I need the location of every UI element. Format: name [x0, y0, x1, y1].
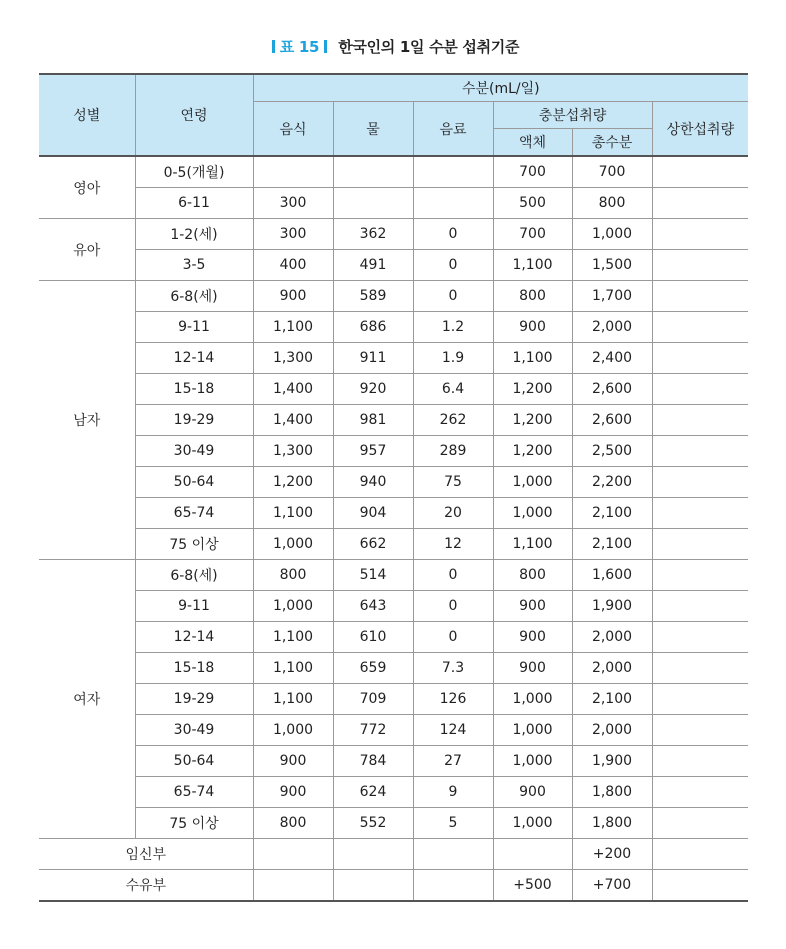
beverage-cell: 12: [413, 529, 493, 560]
age-cell: 19-29: [135, 405, 253, 436]
liquid-cell: 1,000: [493, 746, 572, 777]
water-cell: 957: [333, 436, 413, 467]
total-water-cell: 2,400: [572, 343, 652, 374]
special-group-cell: 임신부: [39, 839, 253, 870]
total-water-cell: 2,100: [572, 529, 652, 560]
header-adequate-intake: 충분섭취량: [493, 102, 652, 129]
age-cell: 3-5: [135, 250, 253, 281]
beverage-cell: 126: [413, 684, 493, 715]
total-water-cell: 1,800: [572, 808, 652, 839]
total-water-cell: 2,100: [572, 684, 652, 715]
food-cell: 1,100: [253, 684, 333, 715]
age-cell: 50-64: [135, 746, 253, 777]
sex-group-cell: 영아: [39, 156, 135, 219]
age-cell: 65-74: [135, 777, 253, 808]
upper-limit-cell: [652, 839, 748, 870]
sex-group-cell: 남자: [39, 281, 135, 560]
table-row: [39, 312, 748, 343]
table-row: [39, 560, 748, 591]
beverage-cell: 0: [413, 622, 493, 653]
table-number: 표 15: [279, 38, 320, 56]
beverage-cell: 0: [413, 560, 493, 591]
liquid-cell: [493, 839, 572, 870]
age-cell: 30-49: [135, 715, 253, 746]
header-upper-limit: 상한섭취량: [652, 102, 748, 157]
table-row: [39, 715, 748, 746]
beverage-cell: [413, 839, 493, 870]
upper-limit-cell: [652, 156, 748, 188]
table-row: [39, 684, 748, 715]
water-cell: 981: [333, 405, 413, 436]
total-water-cell: 2,500: [572, 436, 652, 467]
age-cell: 6-8(세): [135, 560, 253, 591]
liquid-cell: 900: [493, 777, 572, 808]
table-header: [39, 74, 748, 156]
beverage-cell: 75: [413, 467, 493, 498]
table-row: [39, 529, 748, 560]
upper-limit-cell: [652, 715, 748, 746]
liquid-cell: 1,200: [493, 405, 572, 436]
beverage-cell: 0: [413, 250, 493, 281]
water-cell: 514: [333, 560, 413, 591]
beverage-cell: 1.9: [413, 343, 493, 374]
age-cell: 0-5(개월): [135, 156, 253, 188]
beverage-cell: 27: [413, 746, 493, 777]
water-cell: 662: [333, 529, 413, 560]
total-water-cell: 2,200: [572, 467, 652, 498]
header-food: 음식: [253, 102, 333, 157]
upper-limit-cell: [652, 250, 748, 281]
total-water-cell: 2,000: [572, 653, 652, 684]
header-total-water: 총수분: [572, 129, 652, 157]
table-row: [39, 839, 748, 870]
beverage-cell: 262: [413, 405, 493, 436]
liquid-cell: 900: [493, 312, 572, 343]
upper-limit-cell: [652, 653, 748, 684]
beverage-cell: 9: [413, 777, 493, 808]
liquid-cell: 1,000: [493, 808, 572, 839]
water-cell: [333, 156, 413, 188]
table-row: [39, 436, 748, 467]
header-beverage: 음료: [413, 102, 493, 157]
age-cell: 30-49: [135, 436, 253, 467]
upper-limit-cell: [652, 343, 748, 374]
total-water-cell: 1,900: [572, 591, 652, 622]
upper-limit-cell: [652, 312, 748, 343]
water-cell: 940: [333, 467, 413, 498]
table-row: [39, 746, 748, 777]
age-cell: 50-64: [135, 467, 253, 498]
upper-limit-cell: [652, 591, 748, 622]
food-cell: 1,300: [253, 343, 333, 374]
age-cell: 12-14: [135, 343, 253, 374]
liquid-cell: 900: [493, 653, 572, 684]
beverage-cell: [413, 870, 493, 902]
age-cell: 75 이상: [135, 808, 253, 839]
table-row: [39, 808, 748, 839]
table-title: [0, 36, 786, 57]
liquid-cell: 900: [493, 622, 572, 653]
table-row: [39, 467, 748, 498]
header-liquid: 액체: [493, 129, 572, 157]
total-water-cell: 2,600: [572, 405, 652, 436]
table-row: [39, 777, 748, 808]
age-cell: 9-11: [135, 312, 253, 343]
liquid-cell: 700: [493, 156, 572, 188]
water-cell: [333, 870, 413, 902]
table-row: [39, 374, 748, 405]
total-water-cell: 800: [572, 188, 652, 219]
total-water-cell: 1,600: [572, 560, 652, 591]
upper-limit-cell: [652, 436, 748, 467]
total-water-cell: 2,000: [572, 312, 652, 343]
liquid-cell: 800: [493, 560, 572, 591]
age-cell: 15-18: [135, 653, 253, 684]
total-water-cell: 700: [572, 156, 652, 188]
water-cell: 659: [333, 653, 413, 684]
total-water-cell: 1,800: [572, 777, 652, 808]
age-cell: 75 이상: [135, 529, 253, 560]
water-cell: 362: [333, 219, 413, 250]
total-water-cell: +700: [572, 870, 652, 902]
food-cell: 300: [253, 188, 333, 219]
water-cell: 904: [333, 498, 413, 529]
water-cell: 784: [333, 746, 413, 777]
liquid-cell: 1,100: [493, 529, 572, 560]
water-cell: 686: [333, 312, 413, 343]
header-water-group: 수분(mL/일): [253, 74, 748, 102]
total-water-cell: 2,100: [572, 498, 652, 529]
water-cell: [333, 839, 413, 870]
beverage-cell: 7.3: [413, 653, 493, 684]
food-cell: 1,000: [253, 529, 333, 560]
table-row: [39, 156, 748, 188]
liquid-cell: 1,000: [493, 498, 572, 529]
total-water-cell: +200: [572, 839, 652, 870]
table-row: [39, 622, 748, 653]
upper-limit-cell: [652, 498, 748, 529]
food-cell: [253, 870, 333, 902]
beverage-cell: 5: [413, 808, 493, 839]
water-cell: 552: [333, 808, 413, 839]
table-row: [39, 281, 748, 312]
water-cell: 624: [333, 777, 413, 808]
total-water-cell: 1,700: [572, 281, 652, 312]
table-row: [39, 870, 748, 902]
liquid-cell: 1,200: [493, 374, 572, 405]
title-left-bar: [272, 40, 275, 53]
liquid-cell: 1,200: [493, 436, 572, 467]
beverage-cell: [413, 156, 493, 188]
beverage-cell: 0: [413, 591, 493, 622]
food-cell: 1,200: [253, 467, 333, 498]
age-cell: 65-74: [135, 498, 253, 529]
upper-limit-cell: [652, 405, 748, 436]
beverage-cell: 124: [413, 715, 493, 746]
sex-group-cell: 여자: [39, 560, 135, 839]
liquid-cell: 1,100: [493, 250, 572, 281]
water-intake-table: [39, 73, 748, 902]
water-cell: 491: [333, 250, 413, 281]
table-row: [39, 343, 748, 374]
food-cell: 1,000: [253, 715, 333, 746]
liquid-cell: 500: [493, 188, 572, 219]
liquid-cell: +500: [493, 870, 572, 902]
age-cell: 12-14: [135, 622, 253, 653]
table-row: [39, 219, 748, 250]
water-cell: 643: [333, 591, 413, 622]
total-water-cell: 1,000: [572, 219, 652, 250]
food-cell: 1,100: [253, 622, 333, 653]
water-cell: 589: [333, 281, 413, 312]
beverage-cell: 0: [413, 281, 493, 312]
liquid-cell: 800: [493, 281, 572, 312]
beverage-cell: 289: [413, 436, 493, 467]
age-cell: 1-2(세): [135, 219, 253, 250]
water-cell: 709: [333, 684, 413, 715]
food-cell: 1,100: [253, 653, 333, 684]
upper-limit-cell: [652, 374, 748, 405]
upper-limit-cell: [652, 219, 748, 250]
age-cell: 9-11: [135, 591, 253, 622]
water-cell: 772: [333, 715, 413, 746]
food-cell: [253, 839, 333, 870]
food-cell: 400: [253, 250, 333, 281]
table-row: [39, 591, 748, 622]
beverage-cell: 0: [413, 219, 493, 250]
upper-limit-cell: [652, 684, 748, 715]
food-cell: 1,000: [253, 591, 333, 622]
food-cell: [253, 156, 333, 188]
upper-limit-cell: [652, 746, 748, 777]
title-right-bar: [324, 40, 327, 53]
sex-group-cell: 유아: [39, 219, 135, 281]
food-cell: 300: [253, 219, 333, 250]
upper-limit-cell: [652, 529, 748, 560]
food-cell: 1,400: [253, 405, 333, 436]
food-cell: 800: [253, 808, 333, 839]
upper-limit-cell: [652, 870, 748, 902]
table-row: [39, 498, 748, 529]
upper-limit-cell: [652, 560, 748, 591]
header-sex: 성별: [39, 74, 135, 156]
age-cell: 6-8(세): [135, 281, 253, 312]
table-caption: 한국인의 1일 수분 섭취기준: [338, 38, 520, 56]
liquid-cell: 1,100: [493, 343, 572, 374]
water-cell: 610: [333, 622, 413, 653]
liquid-cell: 900: [493, 591, 572, 622]
total-water-cell: 2,000: [572, 715, 652, 746]
table-row: [39, 653, 748, 684]
upper-limit-cell: [652, 622, 748, 653]
food-cell: 900: [253, 746, 333, 777]
liquid-cell: 1,000: [493, 684, 572, 715]
table-body: [39, 156, 748, 901]
table-row: [39, 250, 748, 281]
food-cell: 1,100: [253, 312, 333, 343]
upper-limit-cell: [652, 188, 748, 219]
food-cell: 800: [253, 560, 333, 591]
liquid-cell: 700: [493, 219, 572, 250]
water-cell: 911: [333, 343, 413, 374]
total-water-cell: 1,500: [572, 250, 652, 281]
beverage-cell: [413, 188, 493, 219]
age-cell: 19-29: [135, 684, 253, 715]
upper-limit-cell: [652, 777, 748, 808]
age-cell: 6-11: [135, 188, 253, 219]
upper-limit-cell: [652, 467, 748, 498]
liquid-cell: 1,000: [493, 467, 572, 498]
total-water-cell: 2,600: [572, 374, 652, 405]
beverage-cell: 20: [413, 498, 493, 529]
upper-limit-cell: [652, 281, 748, 312]
liquid-cell: 1,000: [493, 715, 572, 746]
beverage-cell: 6.4: [413, 374, 493, 405]
beverage-cell: 1.2: [413, 312, 493, 343]
food-cell: 1,300: [253, 436, 333, 467]
header-age: 연령: [135, 74, 253, 156]
water-cell: [333, 188, 413, 219]
food-cell: 900: [253, 777, 333, 808]
total-water-cell: 2,000: [572, 622, 652, 653]
food-cell: 1,100: [253, 498, 333, 529]
food-cell: 900: [253, 281, 333, 312]
total-water-cell: 1,900: [572, 746, 652, 777]
table-row: [39, 405, 748, 436]
food-cell: 1,400: [253, 374, 333, 405]
table-row: [39, 188, 748, 219]
special-group-cell: 수유부: [39, 870, 253, 902]
upper-limit-cell: [652, 808, 748, 839]
age-cell: 15-18: [135, 374, 253, 405]
header-water: 물: [333, 102, 413, 157]
water-cell: 920: [333, 374, 413, 405]
